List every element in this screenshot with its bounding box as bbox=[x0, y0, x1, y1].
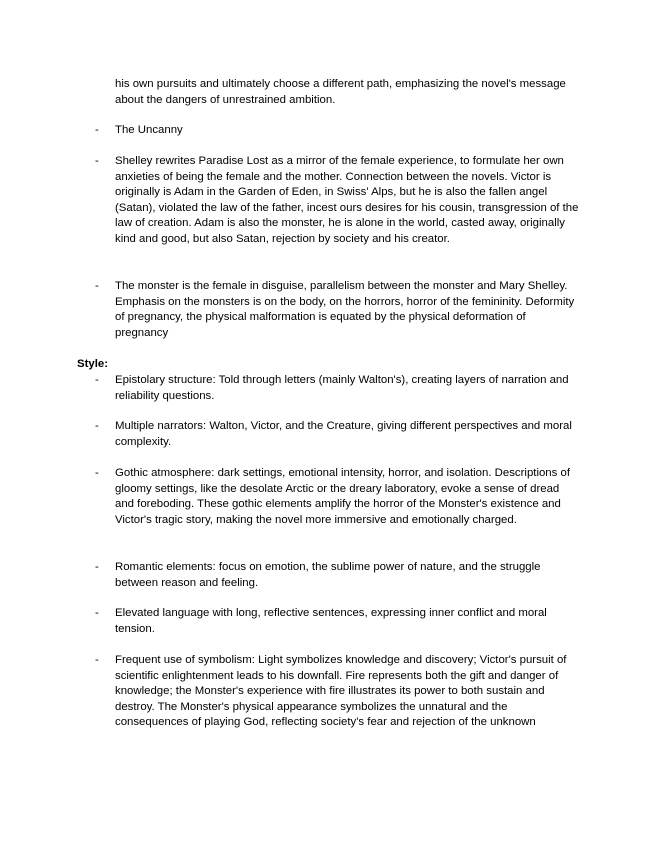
list-item-text: Elevated language with long, reflective sentences, expressing inner conflict and moral tension. bbox=[115, 607, 547, 635]
list-item-text: Epistolary structure: Told through letters (mainly Walton's), creating layers of narration and reliability questions. bbox=[115, 374, 569, 402]
list-item-text: Frequent use of symbolism: Light symbolizes knowledge and discovery; Victor's pursuit of scientific enlightenment leads to his downfall. Fire represents both the gift and danger of knowledge; the Monster's experience with fire illustrates its power to both sustain and destroy. The Monster's physical appearance symbolizes the unnatural and the consequences of playing God, reflecting society's fear and rejection of the unknown bbox=[115, 654, 567, 729]
bullet-dash: - bbox=[95, 124, 99, 136]
list-item-text: Romantic elements: focus on emotion, the sublime power of nature, and the struggle between reason and feeling. bbox=[115, 561, 541, 589]
bullet-dash: - bbox=[95, 654, 99, 666]
continuation-paragraph: his own pursuits and ultimately choose a different path, emphasizing the novel's message about the dangers of unrestrained ambition. bbox=[115, 78, 566, 106]
bullet-dash: - bbox=[95, 420, 99, 432]
list-item-text: Shelley rewrites Paradise Lost as a mirror of the female experience, to formulate her own anxieties of being the female and the mother. Connection between the novels. Victor is originally is Adam in the Garden of Eden, in Swiss' Alps, but he is also the fallen angel (Satan), violated the law of the father, incest ours desires for his cousin, transgression of the law of creation. Adam is also the monster, he is alone in the world, casted away, originally kind and good, but also Satan, rejection by society and his creator. bbox=[115, 155, 579, 245]
list-item-text: The monster is the female in disguise, parallelism between the monster and Mary Shelley. Emphasis on the monsters is on the body, on the horrors, horror of the femininity. Deformity of pregnancy, the physical malformation is equated by the physical deformation of pregnancy bbox=[115, 280, 575, 339]
bullet-dash: - bbox=[95, 374, 99, 386]
list-item-text: Gothic atmosphere: dark settings, emotional intensity, horror, and isolation. Descriptions of gloomy settings, like the desolate Arctic or the dreary laboratory, evoke a sense of dread and foreboding. These gothic elements amplify the horror of the Monster's existence and Victor's tragic story, making the novel more immersive and emotionally charged. bbox=[115, 467, 571, 526]
bullet-dash: - bbox=[95, 607, 99, 619]
list-item-text: The Uncanny bbox=[115, 124, 183, 136]
style-heading: Style: bbox=[77, 358, 109, 370]
bullet-dash: - bbox=[95, 155, 99, 167]
bullet-dash: - bbox=[95, 280, 99, 292]
list-item-text: Multiple narrators: Walton, Victor, and the Creature, giving different perspectives and moral complexity. bbox=[115, 420, 572, 448]
bullet-dash: - bbox=[95, 561, 99, 573]
bullet-dash: - bbox=[95, 467, 99, 479]
